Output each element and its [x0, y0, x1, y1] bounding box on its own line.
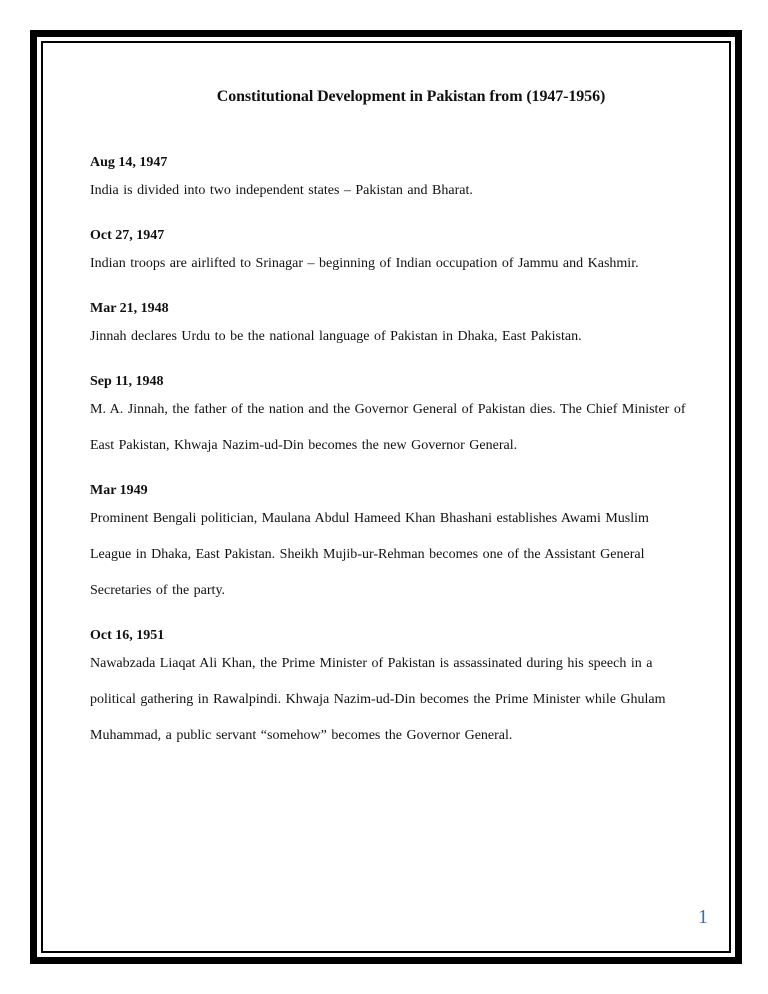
page-number: 1	[698, 906, 708, 928]
entry-date: Sep 11, 1948	[90, 374, 164, 389]
entry-text: Prominent Bengali politician, Maulana Abdul Hameed Khan Bhashani establishes Awami Muslim	[90, 511, 649, 526]
entry-text: Nawabzada Liaqat Ali Khan, the Prime Minister of Pakistan is assassinated during his speech in a	[90, 656, 653, 671]
entry-text: Indian troops are airlifted to Srinagar – beginning of Indian occupation of Jammu and Kashmir.	[90, 256, 639, 271]
timeline-entry	[90, 153, 720, 209]
timeline-entry	[90, 299, 720, 355]
entry-date: Oct 27, 1947	[90, 228, 165, 243]
document-body	[90, 88, 720, 754]
entry-text: League in Dhaka, East Pakistan. Sheikh Mujib-ur-Rehman becomes one of the Assistant General	[90, 547, 645, 562]
entry-text: Muhammad, a public servant “somehow” becomes the Governor General.	[90, 728, 513, 743]
entry-text: M. A. Jinnah, the father of the nation and the Governor General of Pakistan dies. The Chief Minister of	[90, 402, 686, 417]
entry-date: Aug 14, 1947	[90, 155, 168, 170]
timeline-entry	[90, 626, 720, 754]
entry-date: Oct 16, 1951	[90, 628, 165, 643]
timeline-entry	[90, 481, 720, 609]
document-title: Constitutional Development in Pakistan from (1947-1956)	[216, 88, 606, 105]
entry-text: East Pakistan, Khwaja Nazim-ud-Din becomes the new Governor General.	[90, 438, 518, 453]
entry-date: Mar 1949	[90, 483, 148, 498]
entry-date: Mar 21, 1948	[90, 301, 169, 316]
entry-text: Jinnah declares Urdu to be the national language of Pakistan in Dhaka, East Pakistan.	[90, 329, 582, 344]
timeline-entry	[90, 226, 720, 282]
entry-text: political gathering in Rawalpindi. Khwaja Nazim-ud-Din becomes the Prime Minister while Ghulam	[90, 692, 666, 707]
timeline-entry	[90, 372, 720, 464]
entry-text: India is divided into two independent states – Pakistan and Bharat.	[90, 183, 473, 198]
entry-text: Secretaries of the party.	[90, 583, 226, 598]
